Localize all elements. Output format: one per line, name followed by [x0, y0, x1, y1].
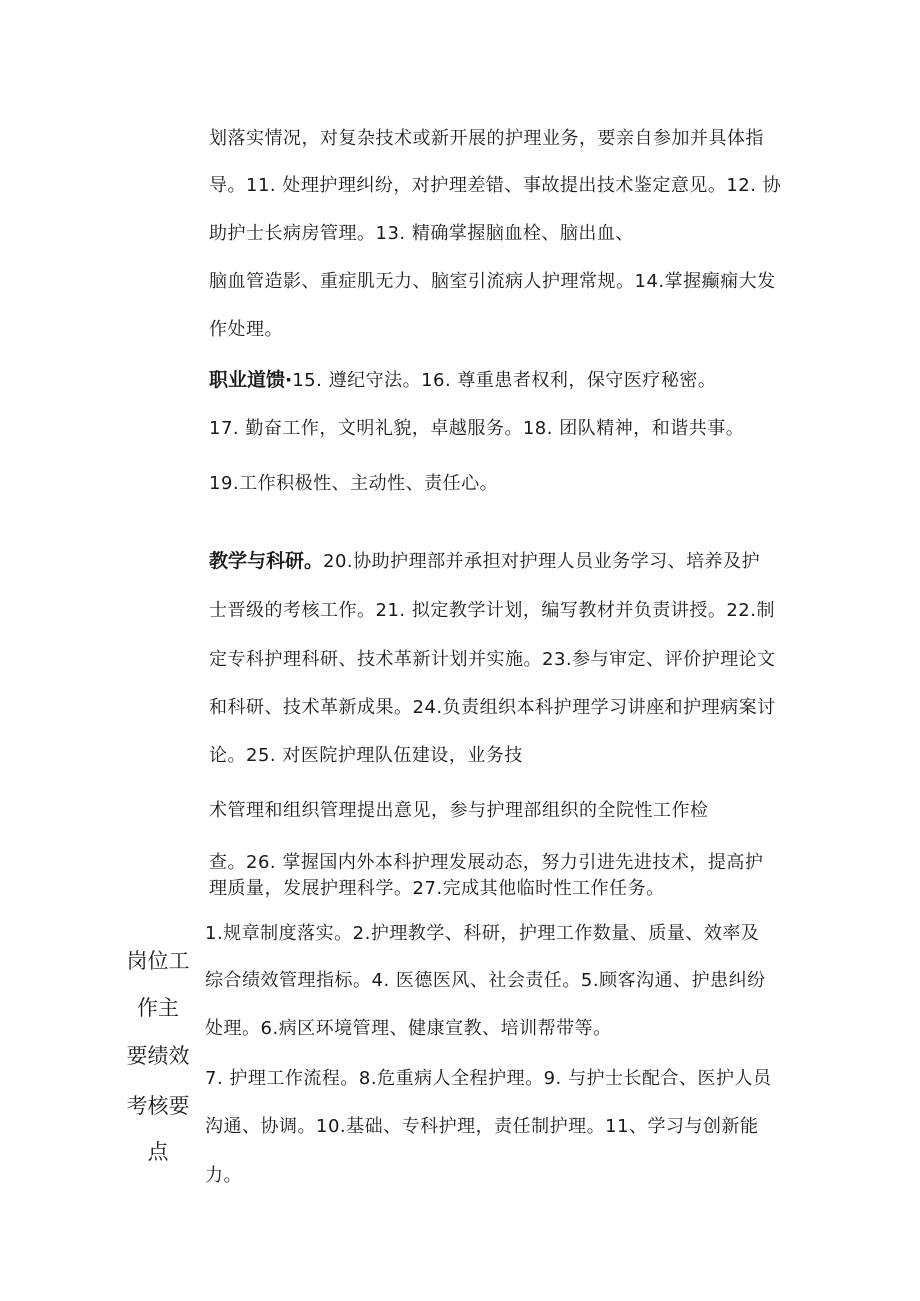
performance-label-line-3: 要绩效 — [126, 1044, 190, 1068]
performance-line-1: 1.规章制度落实。2.护理教学、科研，护理工作数量、质量、效率及 — [205, 923, 760, 944]
performance-label-line-4: 考核要 — [126, 1094, 190, 1118]
ethics-line-1 — [209, 367, 716, 394]
performance-label-line-2: 作主 — [137, 996, 179, 1020]
teaching-text-1: 20.协助护理部并承担对护理人员业务学习、培养及护 — [323, 551, 761, 572]
duties-line-2: 导。11. 处理护理纠纷，对护理差错、事故提出技术鉴定意见。12. 协 — [209, 175, 782, 196]
performance-line-2: 综合绩效管理指标。4. 医德医风、社会责任。5.顾客沟通、护患纠纷 — [205, 970, 766, 991]
performance-label-line-1: 岗位工 — [126, 949, 190, 973]
performance-line-3: 处理。6.病区环境管理、健康宣教、培训帮带等。 — [205, 1018, 612, 1039]
ethics-line-3: 19.工作积极性、主动性、责任心。 — [209, 473, 499, 494]
performance-line-6: 力。 — [205, 1165, 242, 1186]
performance-label-line-5: 点 — [147, 1140, 169, 1164]
performance-line-5: 沟通、协调。10.基础、专科护理，责任制护理。11、学习与创新能 — [205, 1116, 759, 1137]
teaching-line-7: 查。26. 掌握国内外本科护理发展动态，努力引进先进技术，提高护 — [209, 852, 764, 873]
teaching-line-5: 论。25. 对医院护理队伍建设，业务技 — [209, 745, 523, 766]
ethics-line-2: 17. 勤奋工作，文明礼貌，卓越服务。18. 团队精神，和谐共事。 — [209, 418, 745, 439]
duties-line-4: 脑血管造影、重症肌无力、脑室引流病人护理常规。14.掌握癫痫大发 — [209, 271, 776, 292]
teaching-line-2: 士晋级的考核工作。21. 拟定教学计划，编写教材并负责讲授。22.制 — [209, 600, 775, 621]
teaching-line-1 — [209, 548, 760, 575]
ethics-heading: 职业道馈· — [209, 369, 293, 391]
performance-line-4: 7. 护理工作流程。8.危重病人全程护理。9. 与护士长配合、医护人员 — [205, 1068, 772, 1089]
ethics-text-1: 15. 遵纪守法。16. 尊重患者权利，保守医疗秘密。 — [292, 370, 717, 391]
teaching-line-6: 术管理和组织管理提出意见，参与护理部组织的全院性工作检 — [209, 800, 709, 821]
duties-line-1: 划落实情况，对复杂技术或新开展的护理业务，要亲自参加并具体指 — [209, 128, 764, 149]
teaching-line-3: 定专科护理科研、技术革新计划并实施。23.参与审定、评价护理论文 — [209, 649, 776, 670]
teaching-line-4: 和科研、技术革新成果。24.负责组织本科护理学习讲座和护理病案讨 — [209, 697, 776, 718]
teaching-line-8: 理质量，发展护理科学。27.完成其他临时性工作任务。 — [209, 878, 665, 899]
duties-line-3: 助护士长病房管理。13. 精确掌握脑血栓、脑出血、 — [209, 223, 634, 244]
teaching-heading: 教学与科研。 — [209, 550, 324, 572]
duties-line-5: 作处理。 — [209, 319, 283, 340]
